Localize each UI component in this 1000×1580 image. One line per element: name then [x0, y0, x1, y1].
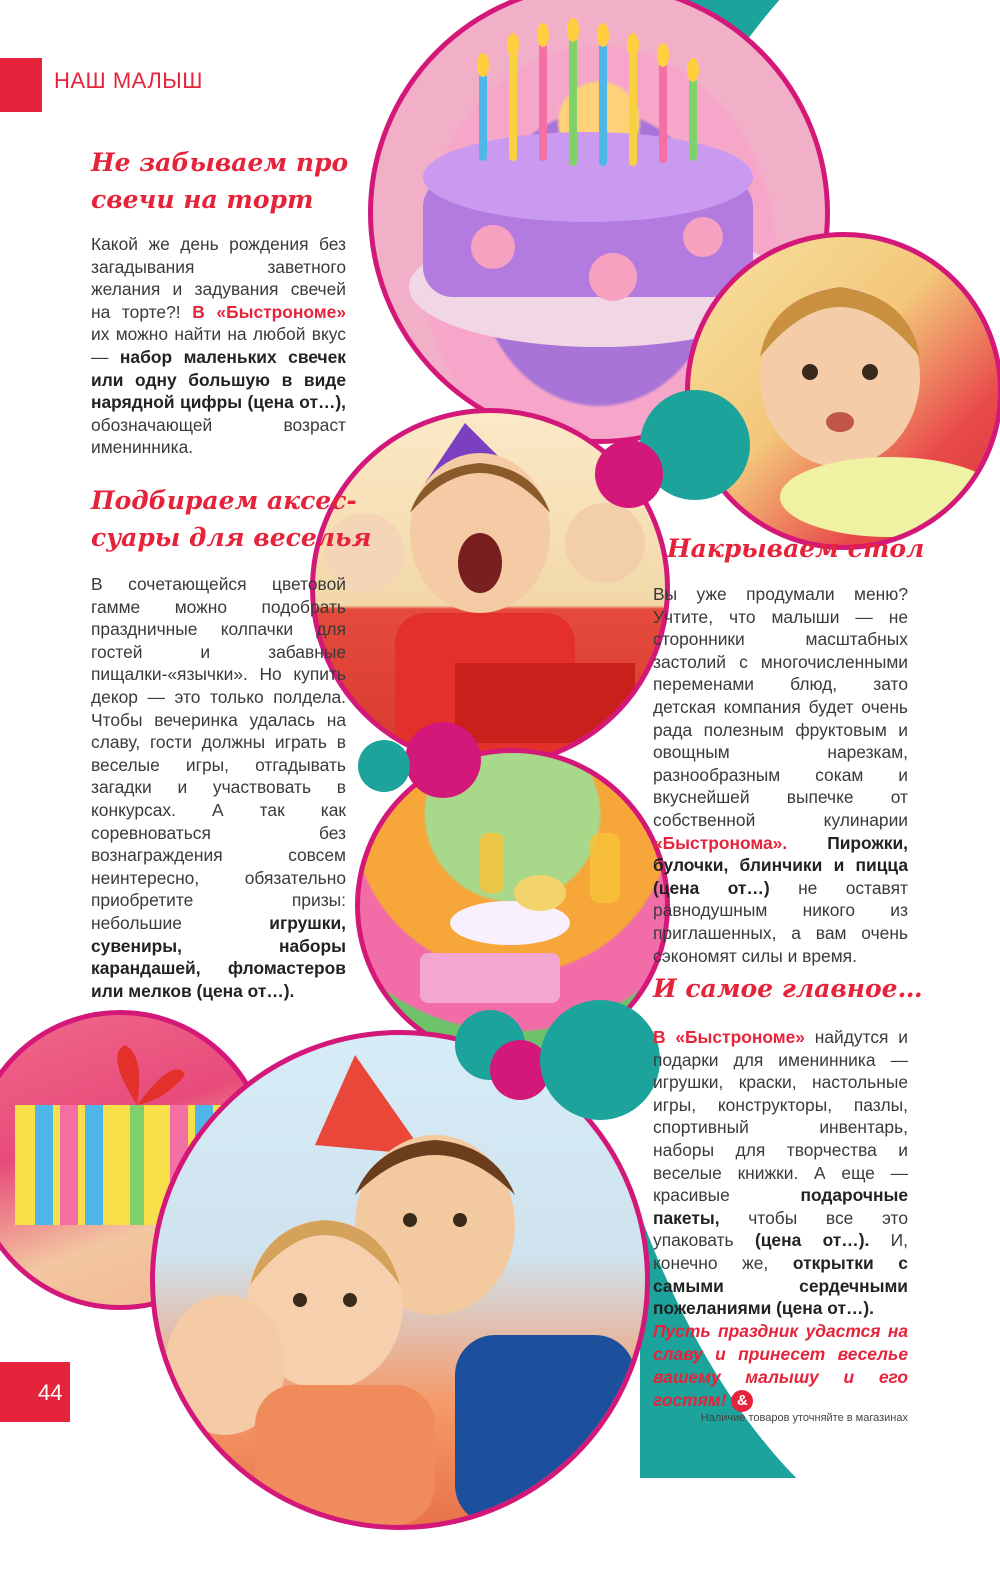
closing-wish: Пусть праздник удастся на славу и принесет веселье вашему малышу и его гостям! & [653, 1320, 908, 1412]
magenta-dot [405, 722, 481, 798]
table-heading: Накрываем стол [667, 534, 925, 563]
magenta-dot [595, 440, 663, 508]
section-tab [0, 58, 42, 112]
accessories-text: В сочетающейся цветовой гамме можно подобрать праздничные колпачки для гостей и забавные пищалки-«язычки». Но купить декор — это только полдела. Чтобы вечеринка удалась на славу, гости должны играть в веселые игры, отгадывать загадки и участвовать в конкурсах. А так как соревноваться без вознаграждения совсем неинтересно, обязательно приобретите призы: небольшие игрушки, сувениры, наборы карандашей, фломастеров или мелков (цена от…). [91, 574, 346, 1001]
girl-blowing-candles-photo [685, 232, 1000, 550]
ampersand-logo-icon: & [731, 1390, 753, 1412]
table-text: Вы уже продумали меню? Учтите, что малыши — не сторонники масштабных застолий с многочисленными переменами блюд, зато детская компания будет очень рада полезным фруктовым и овощным нарезкам, разнообразным сокам и вкуснейшей выпечке от собственной кулинарии «Быстронома». Пирожки, булочки, блинчики и пицца (цена от…) не оставят равнодушным никого из приглашенных, а вам очень сэкономят силы и время. [653, 584, 908, 966]
main-heading: И самое главное… [653, 974, 923, 1003]
candles-heading: Не забываем про свечи на торт [91, 148, 349, 214]
page-number: 44 [38, 1380, 63, 1405]
candles-text: Какой же день рождения без загадывания заветного желания и задувания свечей на торте?! В «Быстрономе» их можно найти на любой вкус — набор маленьких свечек или одну большую в виде нарядной цифры (цена от…), обозначающей возраст именинника. [91, 234, 346, 458]
accessories-heading: Подбираем аксес- суары для веселья [91, 486, 372, 552]
teal-dot [358, 740, 410, 792]
footnote: Наличие товаров уточняйте в магазинах [700, 1412, 908, 1424]
girl-illustration [690, 237, 998, 545]
section-title: НАШ МАЛЫШ [54, 68, 203, 93]
main-text: В «Быстрономе» найдутся и подарки для именинника — игрушки, краски, настольные игры, конструкторы, пазлы, спортивный инвентарь, наборы для творчества и веселые книжки. А еще — красивые подарочные пакеты, чтобы все это упаковать (цена от…). И, конечно же, открытки с самыми сердечными пожеланиями (цена от…). [653, 1027, 908, 1319]
teal-dot [540, 1000, 660, 1120]
